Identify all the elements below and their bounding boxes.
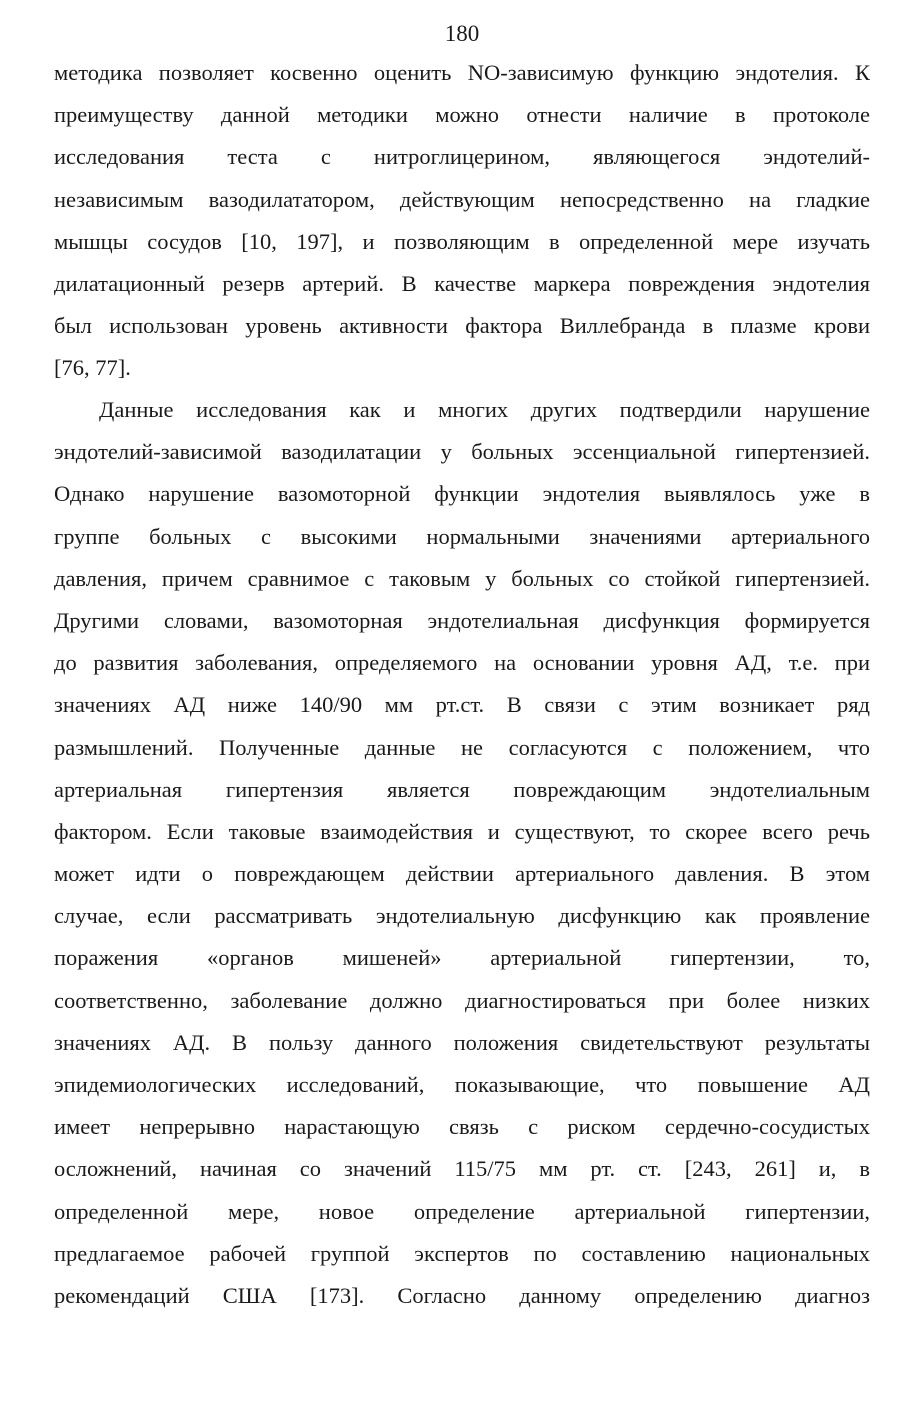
text-line: группе больных с высокими нормальными значениями артериального: [54, 523, 870, 549]
text-line: осложнений, начиная со значений 115/75 мм рт. ст. [243, 261] и, в: [54, 1156, 870, 1182]
text-line: рекомендаций США [173]. Согласно данному определению диагноз: [54, 1282, 870, 1308]
text-line: давления, причем сравнимое с таковым у больных со стойкой гипертензией.: [54, 565, 870, 591]
text-line: определенной мере, новое определение артериальной гипертензии,: [54, 1198, 870, 1224]
text-line: соответственно, заболевание должно диагностироваться при более низких: [54, 987, 870, 1013]
text-line: размышлений. Полученные данные не согласуются с положением, что: [54, 734, 870, 760]
text-line: методика позволяет косвенно оценить NO-зависимую функцию эндотелия. К: [54, 60, 870, 85]
text-line: артериальная гипертензия является повреждающим эндотелиальным: [54, 776, 870, 802]
text-line: независимым вазодилататором, действующим непосредственно на гладкие: [54, 186, 870, 212]
text-line: до развития заболевания, определяемого на основании уровня АД, т.е. при: [54, 650, 870, 676]
text-line: фактором. Если таковые взаимодействия и существуют, то скорее всего речь: [54, 818, 870, 844]
paragraph-1: [54, 52, 870, 390]
text-line: преимуществу данной методики можно отнести наличие в протоколе: [54, 102, 870, 128]
text-line: значениях АД. В пользу данного положения свидетельствуют результаты: [54, 1029, 870, 1055]
text-line: имеет непрерывно нарастающую связь с риском сердечно-сосудистых: [54, 1114, 870, 1140]
text-line: эндотелий-зависимой вазодилатации у больных эссенциальной гипертензией.: [54, 439, 870, 465]
text-line: Другими словами, вазомоторная эндотелиальная дисфункция формируется: [54, 607, 870, 633]
text-line: эпидемиологических исследований, показывающие, что повышение АД: [54, 1072, 870, 1097]
text-line: предлагаемое рабочей группой экспертов по составлению национальных: [54, 1240, 870, 1266]
text-line: был использован уровень активности фактора Виллебранда в плазме крови: [54, 313, 870, 339]
text-line: исследования теста с нитроглицерином, являющегося эндотелий-: [54, 144, 870, 170]
text-line: дилатационный резерв артерий. В качестве маркера повреждения эндотелия: [54, 270, 870, 296]
text-line: значениях АД ниже 140/90 мм рт.ст. В связи с этим возникает ряд: [54, 692, 870, 718]
text-line: мышцы сосудов [10, 197], и позволяющим в определенной мере изучать: [54, 228, 870, 254]
text-line: случае, если рассматривать эндотелиальную дисфункцию как проявление: [54, 903, 870, 929]
text-line: поражения «органов мишеней» артериальной гипертензии, то,: [54, 945, 870, 971]
text-line: может идти о повреждающем действии артериального давления. В этом: [54, 861, 870, 887]
page-number: 180: [444, 21, 480, 46]
paragraph-2: [54, 389, 870, 1317]
text-line: Данные исследования как и многих других подтвердили нарушение: [99, 397, 870, 422]
text-line: Однако нарушение вазомоторной функции эндотелия выявлялось уже в: [54, 481, 870, 507]
text-line: [76, 77].: [54, 355, 131, 381]
